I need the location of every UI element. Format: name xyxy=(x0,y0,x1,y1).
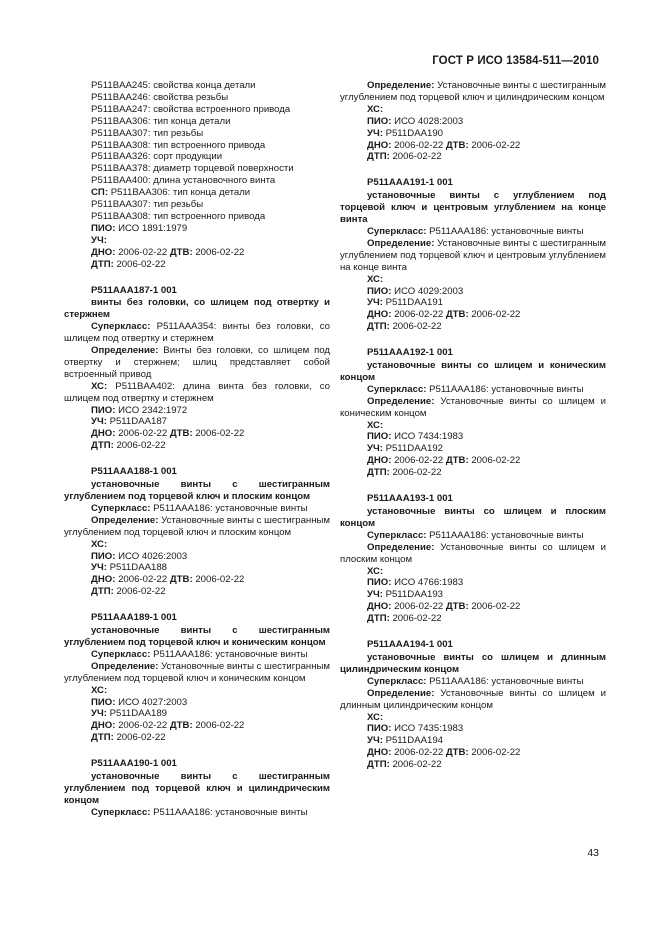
uch-line xyxy=(64,235,330,247)
uch-label: УЧ: xyxy=(367,443,383,455)
dtv-value: 2006-02-22 xyxy=(468,747,521,759)
uch-line xyxy=(340,128,606,140)
entry-title: винты без головки, со шлицем под отвертку и стержнем xyxy=(64,297,330,321)
uch-line xyxy=(64,416,330,428)
dtp-value: 2006-02-22 xyxy=(389,759,442,771)
uch-value: P511DAA192 xyxy=(382,443,443,455)
dtp-label: ДТП: xyxy=(367,613,390,625)
entry-188 xyxy=(64,466,330,598)
pio-label: ПИО: xyxy=(367,431,392,443)
right-column xyxy=(340,80,606,781)
dno-label: ДНО: xyxy=(367,455,392,467)
dtv-label: ДТВ: xyxy=(169,428,193,440)
superclass-label: Суперкласс: xyxy=(91,321,151,333)
dno-line xyxy=(340,601,606,613)
dno-label: ДНО: xyxy=(367,139,392,151)
definition-line xyxy=(340,80,606,104)
superclass-value: P511AAA186: установочные винты xyxy=(426,383,584,395)
entry-code: P511AAA194-1 001 xyxy=(367,639,453,651)
dno-line xyxy=(64,428,330,440)
pio-value: ИСО 4027:2003 xyxy=(115,696,188,708)
dtv-label: ДТВ: xyxy=(169,574,193,586)
dtp-line xyxy=(340,151,606,163)
superclass-value: P511AAA354: винты без головки, со шлицем под отвертку и стержнем xyxy=(64,321,330,345)
superclass-value: P511AAA186: установочные винты xyxy=(150,806,308,818)
entry-title: установочные винты с шестигранным углублением под торцевой ключ и цилиндрическим концом xyxy=(64,771,330,806)
property-line: P511BAA308: тип встроенного привода xyxy=(91,210,266,222)
dtp-value: 2006-02-22 xyxy=(113,258,166,270)
definition-label: Определение: xyxy=(367,395,435,407)
entry-code: P511AAA187-1 001 xyxy=(91,284,177,296)
uch-value: P511DAA188 xyxy=(106,562,167,574)
superclass-label: Суперкласс: xyxy=(367,383,427,395)
xc-label: ХС: xyxy=(367,711,384,723)
definition-label: Определение: xyxy=(367,541,435,553)
dtp-label: ДТП: xyxy=(91,586,114,598)
definition-line xyxy=(64,515,330,539)
xc-label: ХС: xyxy=(367,565,384,577)
dno-value: 2006-02-22 xyxy=(391,601,446,613)
pio-value: ИСО 1891:1979 xyxy=(115,222,188,234)
dno-label: ДНО: xyxy=(91,574,116,586)
dtp-value: 2006-02-22 xyxy=(389,613,442,625)
definition-label: Определение: xyxy=(367,687,435,699)
uch-label: УЧ: xyxy=(91,708,107,720)
dno-line xyxy=(340,747,606,759)
entry-title: установочные винты с шестигранным углублением под торцевой ключ и плоским концом xyxy=(64,479,330,502)
dtp-label: ДТП: xyxy=(367,321,390,333)
pio-value: ИСО 7435:1983 xyxy=(391,723,464,735)
left-column xyxy=(64,80,330,829)
dtv-value: 2006-02-22 xyxy=(192,720,245,732)
dno-label: ДНО: xyxy=(91,720,116,732)
entry-189 xyxy=(64,612,330,744)
pio-value: ИСО 4028:2003 xyxy=(391,115,464,127)
xc-label: ХС: xyxy=(91,538,108,550)
property-line: P511BAA245: свойства конца детали xyxy=(91,80,256,91)
definition-line xyxy=(340,688,606,712)
xc-line xyxy=(64,381,330,405)
dtv-label: ДТВ: xyxy=(445,601,469,613)
pio-value: ИСО 4766:1983 xyxy=(391,577,464,589)
entry-191 xyxy=(340,177,606,333)
definition-value: Установочные винты со шлицем и коническим концом xyxy=(340,395,606,419)
uch-value: P511DAA187 xyxy=(106,416,167,428)
dtp-label: ДТП: xyxy=(367,467,390,479)
dno-line xyxy=(340,455,606,467)
dtp-value: 2006-02-22 xyxy=(113,586,166,598)
dno-value: 2006-02-22 xyxy=(391,139,446,151)
definition-label: Определение: xyxy=(91,660,159,672)
property-line: P511BAA307: тип резьбы xyxy=(91,199,204,211)
superclass-value: P511AAA186: установочные винты xyxy=(150,502,308,514)
superclass-line xyxy=(64,807,330,819)
dtp-value: 2006-02-22 xyxy=(113,732,166,744)
dtv-value: 2006-02-22 xyxy=(468,455,521,467)
superclass-label: Суперкласс: xyxy=(367,675,427,687)
definition-label: Определение: xyxy=(91,514,159,526)
dtp-line xyxy=(340,613,606,625)
dtp-line xyxy=(64,586,330,598)
dno-value: 2006-02-22 xyxy=(115,574,170,586)
xc-line xyxy=(64,539,330,551)
pio-line xyxy=(340,431,606,443)
uch-line xyxy=(64,562,330,574)
superclass-line xyxy=(340,676,606,688)
entry-187 xyxy=(64,285,330,453)
dno-value: 2006-02-22 xyxy=(391,455,446,467)
property-line: P511BAA247: свойства встроенного привода xyxy=(91,103,291,115)
entry-title: установочные винты со шлицем и коническим концом xyxy=(340,360,606,383)
dtv-label: ДТВ: xyxy=(169,246,193,258)
entry-194 xyxy=(340,639,606,771)
uch-line xyxy=(340,297,606,309)
definition-value: Установочные винты с шестигранным углублением под торцевой ключ и плоским концом xyxy=(64,514,330,538)
property-line: P511BAA308: тип встроенного привода xyxy=(91,139,266,151)
definition-line xyxy=(340,542,606,566)
pio-value: ИСО 2342:1972 xyxy=(115,404,188,416)
definition-value: Установочные винты со шлицем и плоским концом xyxy=(340,541,606,565)
dtv-value: 2006-02-22 xyxy=(468,601,521,613)
uch-value: P511DAA190 xyxy=(382,127,443,139)
dno-line xyxy=(64,247,330,259)
entry-title: установочные винты с шестигранным углублением под торцевой ключ и коническим концом xyxy=(64,625,330,648)
pio-line xyxy=(64,551,330,563)
dno-line xyxy=(64,720,330,732)
dno-line xyxy=(64,574,330,586)
entry-193 xyxy=(340,493,606,625)
uch-label: УЧ: xyxy=(367,589,383,601)
dtv-value: 2006-02-22 xyxy=(192,574,245,586)
dno-label: ДНО: xyxy=(91,428,116,440)
xc-line xyxy=(64,685,330,697)
dtp-label: ДТП: xyxy=(367,151,390,163)
dtp-label: ДТП: xyxy=(91,440,114,452)
superclass-label: Суперкласс: xyxy=(367,225,427,237)
superclass-line xyxy=(340,384,606,396)
entry-code: P511AAA189-1 001 xyxy=(91,612,177,624)
sp-value: P511BAA306: тип конца детали xyxy=(108,187,251,199)
definition-label: Определение: xyxy=(367,237,435,249)
dno-value: 2006-02-22 xyxy=(391,747,446,759)
uch-label: УЧ: xyxy=(367,127,383,139)
pio-label: ПИО: xyxy=(91,550,116,562)
xc-line xyxy=(340,420,606,432)
dno-line xyxy=(340,140,606,152)
document-header: ГОСТ Р ИСО 13584-511—2010 xyxy=(432,55,599,67)
pio-label: ПИО: xyxy=(91,222,116,234)
dtp-line xyxy=(64,732,330,744)
dtp-value: 2006-02-22 xyxy=(389,467,442,479)
definition-value: Установочные винты с шестигранным углублением под торцевой ключ и коническим концом xyxy=(64,660,330,684)
dtv-value: 2006-02-22 xyxy=(192,428,245,440)
sp-line xyxy=(64,187,330,199)
dtv-label: ДТВ: xyxy=(169,720,193,732)
entry-code: P511AAA191-1 001 xyxy=(367,177,453,189)
superclass-label: Суперкласс: xyxy=(91,648,151,660)
dtv-value: 2006-02-22 xyxy=(468,139,521,151)
pio-value: ИСО 4026:2003 xyxy=(115,550,188,562)
entry-title: установочные винты со шлицем и плоским концом xyxy=(340,506,606,529)
superclass-value: P511AAA186: установочные винты xyxy=(150,648,308,660)
dtp-line xyxy=(340,321,606,333)
property-line: P511BAA400: длина установочного винта xyxy=(91,175,276,187)
dtv-value: 2006-02-22 xyxy=(468,309,521,321)
entry-code: P511AAA193-1 001 xyxy=(367,493,453,505)
dtp-value: 2006-02-22 xyxy=(389,151,442,163)
xc-label: ХС: xyxy=(367,419,384,431)
dtv-label: ДТВ: xyxy=(445,139,469,151)
dno-value: 2006-02-22 xyxy=(391,309,446,321)
uch-label: УЧ: xyxy=(91,562,107,574)
pio-value: ИСО 7434:1983 xyxy=(391,431,464,443)
pio-label: ПИО: xyxy=(367,723,392,735)
dtp-line xyxy=(64,440,330,452)
definition-value: Винты без головки, со шлицем под отвертку и стержнем; шлиц представляет собой встроенный привод xyxy=(64,345,330,380)
dno-value: 2006-02-22 xyxy=(115,246,170,258)
dtp-line xyxy=(340,467,606,479)
uch-value: P511DAA193 xyxy=(382,589,443,601)
definition-value: Установочные винты с шестигранным углублением под торцевой ключ и центровым углублением на конце винта xyxy=(340,237,606,273)
property-line: P511BAA326: сорт продукции xyxy=(91,151,223,163)
xc-label: ХС: xyxy=(91,684,108,696)
dtp-line xyxy=(340,759,606,771)
entry-code: P511AAA192-1 001 xyxy=(367,347,453,359)
superclass-line xyxy=(340,226,606,238)
uch-line xyxy=(340,589,606,601)
xc-line xyxy=(340,712,606,724)
definition-label: Определение: xyxy=(91,345,159,357)
superclass-value: P511AAA186: установочные винты xyxy=(426,675,584,687)
property-line: P511BAA246: свойства резьбы xyxy=(91,91,229,103)
xc-label: ХС: xyxy=(367,273,384,285)
dtp-value: 2006-02-22 xyxy=(113,440,166,452)
pio-line xyxy=(340,723,606,735)
pio-line xyxy=(64,697,330,709)
entry-190-continued xyxy=(340,80,606,163)
dtv-label: ДТВ: xyxy=(445,309,469,321)
entry-192 xyxy=(340,347,606,479)
dno-label: ДНО: xyxy=(367,309,392,321)
uch-value: P511DAA194 xyxy=(382,735,443,747)
property-line: P511BAA378: диаметр торцевой поверхности xyxy=(91,163,294,175)
definition-line xyxy=(64,661,330,685)
dno-label: ДНО: xyxy=(367,601,392,613)
dno-line xyxy=(340,309,606,321)
xc-line xyxy=(340,566,606,578)
entry-code: P511AAA188-1 001 xyxy=(91,466,177,478)
pio-line xyxy=(340,116,606,128)
xc-line xyxy=(340,274,606,286)
entry-continuation xyxy=(64,80,330,271)
definition-line xyxy=(64,345,330,381)
definition-value: Установочные винты с шестигранным углублением под торцевой ключ и цилиндрическим концом xyxy=(340,80,606,103)
dtp-label: ДТП: xyxy=(91,732,114,744)
superclass-line xyxy=(64,649,330,661)
dno-label: ДНО: xyxy=(367,747,392,759)
superclass-label: Суперкласс: xyxy=(91,806,151,818)
property-line: P511BAA306: тип конца детали xyxy=(91,115,231,127)
pio-value: ИСО 4029:2003 xyxy=(391,285,464,297)
superclass-line xyxy=(64,503,330,515)
superclass-line xyxy=(340,530,606,542)
definition-value: Установочные винты со шлицем и длинным цилиндрическим концом xyxy=(340,687,606,711)
entry-title: установочные винты с углублением под торцевой ключ и центровым углублением на конце винта xyxy=(340,190,606,226)
entry-code: P511AAA190-1 001 xyxy=(91,758,177,770)
dtp-label: ДТП: xyxy=(91,258,114,270)
uch-value: P511DAA191 xyxy=(382,297,443,309)
dtv-label: ДТВ: xyxy=(445,747,469,759)
page-number: 43 xyxy=(587,847,599,859)
dno-label: ДНО: xyxy=(91,246,116,258)
pio-label: ПИО: xyxy=(91,404,116,416)
definition-line xyxy=(340,396,606,420)
entry-190-start xyxy=(64,758,330,819)
superclass-value: P511AAA186: установочные винты xyxy=(426,225,584,237)
pio-label: ПИО: xyxy=(367,115,392,127)
pio-line xyxy=(340,577,606,589)
pio-label: ПИО: xyxy=(367,577,392,589)
uch-line xyxy=(340,443,606,455)
xc-value: P511BAA402: длина винта без головки, со шлицем под отвертку и стержнем xyxy=(64,380,330,404)
dtv-value: 2006-02-22 xyxy=(192,246,245,258)
pio-label: ПИО: xyxy=(367,285,392,297)
entry-title: установочные винты со шлицем и длинным цилиндрическим концом xyxy=(340,651,606,675)
dtp-line xyxy=(64,259,330,271)
dtp-label: ДТП: xyxy=(367,759,390,771)
pio-line xyxy=(64,223,330,235)
property-line: P511BAA307: тип резьбы xyxy=(91,127,204,139)
uch-label: УЧ: xyxy=(367,297,383,309)
superclass-value: P511AAA186: установочные винты xyxy=(426,529,584,541)
superclass-label: Суперкласс: xyxy=(367,529,427,541)
uch-label: УЧ: xyxy=(91,234,107,246)
xc-line xyxy=(340,104,606,116)
pio-line xyxy=(64,405,330,417)
xc-label: ХС: xyxy=(367,103,384,115)
definition-line xyxy=(340,238,606,274)
uch-label: УЧ: xyxy=(91,416,107,428)
xc-label: ХС: xyxy=(91,380,108,392)
sp-label: СП: xyxy=(91,187,109,199)
uch-label: УЧ: xyxy=(367,735,383,747)
uch-line xyxy=(340,735,606,747)
pio-line xyxy=(340,286,606,298)
dno-value: 2006-02-22 xyxy=(115,720,170,732)
dtp-value: 2006-02-22 xyxy=(389,321,442,333)
superclass-label: Суперкласс: xyxy=(91,502,151,514)
dno-value: 2006-02-22 xyxy=(115,428,170,440)
uch-line xyxy=(64,708,330,720)
superclass-line xyxy=(64,321,330,345)
definition-label: Определение: xyxy=(367,80,435,91)
uch-value: P511DAA189 xyxy=(106,708,167,720)
dtv-label: ДТВ: xyxy=(445,455,469,467)
pio-label: ПИО: xyxy=(91,696,116,708)
